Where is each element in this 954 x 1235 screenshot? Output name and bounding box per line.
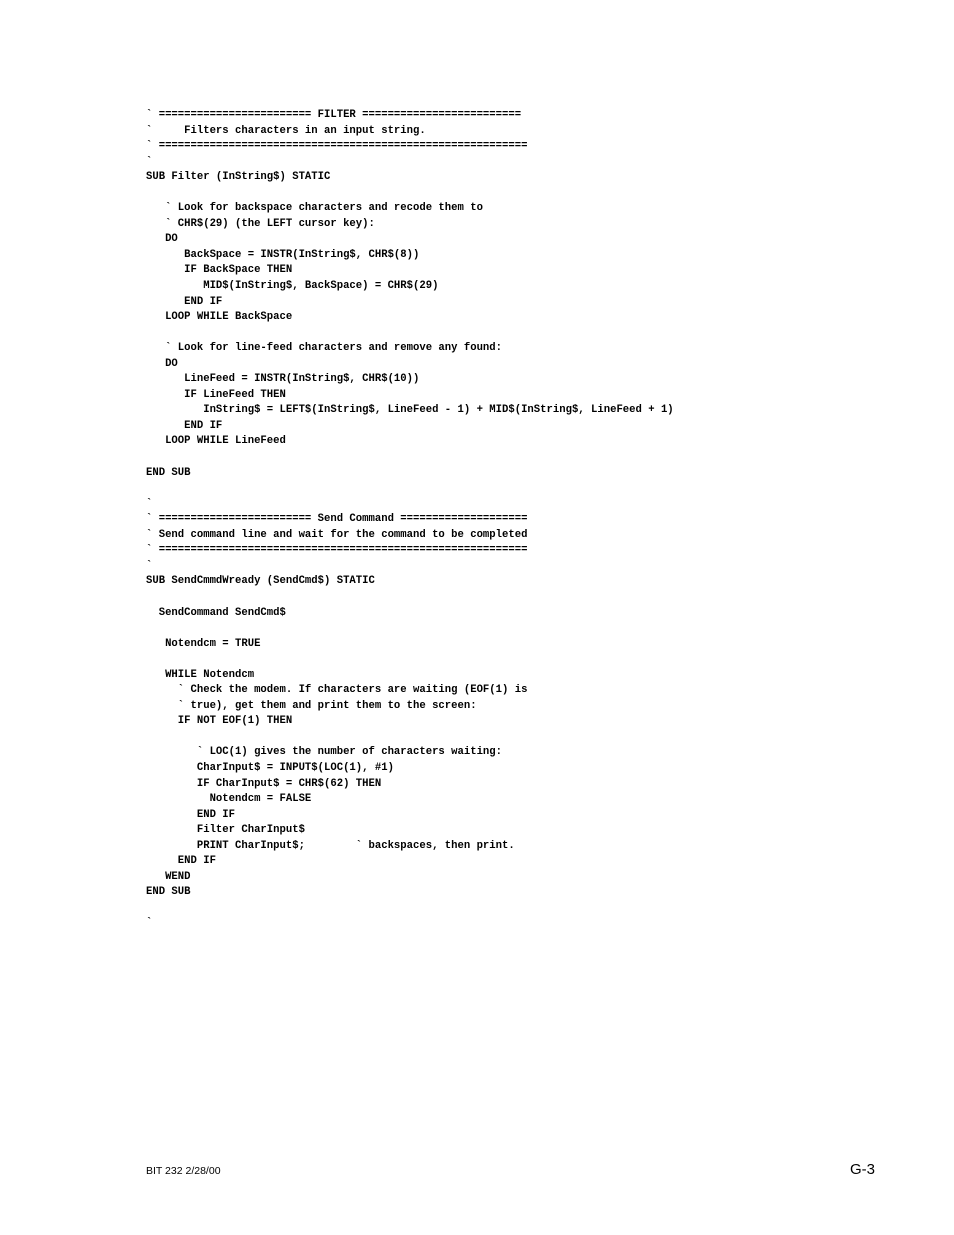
code-line: ` ======================== Send Command ==================== xyxy=(146,513,528,526)
code-line xyxy=(146,730,926,746)
code-line: PRINT CharInput$; ` backspaces, then print. xyxy=(146,839,515,852)
code-line: SUB SendCmmdWready (SendCmd$) STATIC xyxy=(146,575,375,588)
code-line: DO xyxy=(146,233,178,246)
code-line xyxy=(146,901,926,917)
code-line xyxy=(146,326,926,342)
code-listing xyxy=(146,108,926,932)
code-line: WHILE Notendcm xyxy=(146,668,255,681)
code-line: ` Check the modem. If characters are waiting (EOF(1) is xyxy=(146,684,528,697)
code-line: IF LineFeed THEN xyxy=(146,388,286,401)
code-line: END SUB xyxy=(146,886,191,899)
code-line: Filter CharInput$ xyxy=(146,824,305,837)
code-line: IF CharInput$ = CHR$(62) THEN xyxy=(146,777,382,790)
code-line: ` ======================== FILTER ========================= xyxy=(146,109,522,121)
code-line: ` ========================================================== xyxy=(146,544,528,557)
code-line: Notendcm = TRUE xyxy=(146,637,261,650)
code-line: ` Look for line-feed characters and remove any found: xyxy=(146,342,503,355)
code-line: LineFeed = INSTR(InString$, CHR$(10)) xyxy=(146,373,420,386)
code-line: ` xyxy=(146,559,153,572)
code-line: END IF xyxy=(146,295,223,308)
code-line: Notendcm = FALSE xyxy=(146,793,312,806)
code-line: END IF xyxy=(146,419,223,432)
page-number: G-3 xyxy=(849,1161,875,1178)
code-line: ` xyxy=(146,917,153,930)
code-line xyxy=(146,450,926,466)
code-line: IF NOT EOF(1) THEN xyxy=(146,715,293,728)
code-line: ` true), get them and print them to the screen: xyxy=(146,699,477,712)
code-line xyxy=(146,590,926,606)
footer-doc-id: BIT 232 2/28/00 xyxy=(146,1165,221,1177)
code-line xyxy=(146,652,926,668)
code-line: ` Filters characters in an input string. xyxy=(146,124,426,137)
code-line: CharInput$ = INPUT$(LOC(1), #1) xyxy=(146,761,394,774)
code-line: ` Look for backspace characters and recode them to xyxy=(146,202,483,215)
code-line xyxy=(146,186,926,202)
code-line: DO xyxy=(146,357,178,370)
code-line: SendCommand SendCmd$ xyxy=(146,606,286,619)
code-line: END IF xyxy=(146,855,216,868)
code-line: ` Send command line and wait for the command to be completed xyxy=(146,528,528,541)
code-line: LOOP WHILE BackSpace xyxy=(146,311,293,324)
code-line: BackSpace = INSTR(InString$, CHR$(8)) xyxy=(146,248,420,261)
code-line xyxy=(146,481,926,497)
code-line: LOOP WHILE LineFeed xyxy=(146,435,286,448)
code-line: WEND xyxy=(146,870,191,883)
code-line: SUB Filter (InString$) STATIC xyxy=(146,171,331,184)
code-line: ` xyxy=(146,155,153,168)
code-line: ` LOC(1) gives the number of characters waiting: xyxy=(146,746,503,759)
code-line: ` xyxy=(146,497,153,510)
code-line: END SUB xyxy=(146,466,191,479)
code-line: ` ========================================================== xyxy=(146,140,528,153)
code-line: IF BackSpace THEN xyxy=(146,264,293,277)
code-line: InString$ = LEFT$(InString$, LineFeed - 1) + MID$(InString$, LineFeed + 1) xyxy=(146,404,674,417)
code-line xyxy=(146,621,926,637)
code-line: END IF xyxy=(146,808,236,821)
code-line: ` CHR$(29) (the LEFT cursor key): xyxy=(146,217,375,230)
code-line: MID$(InString$, BackSpace) = CHR$(29) xyxy=(146,280,439,293)
